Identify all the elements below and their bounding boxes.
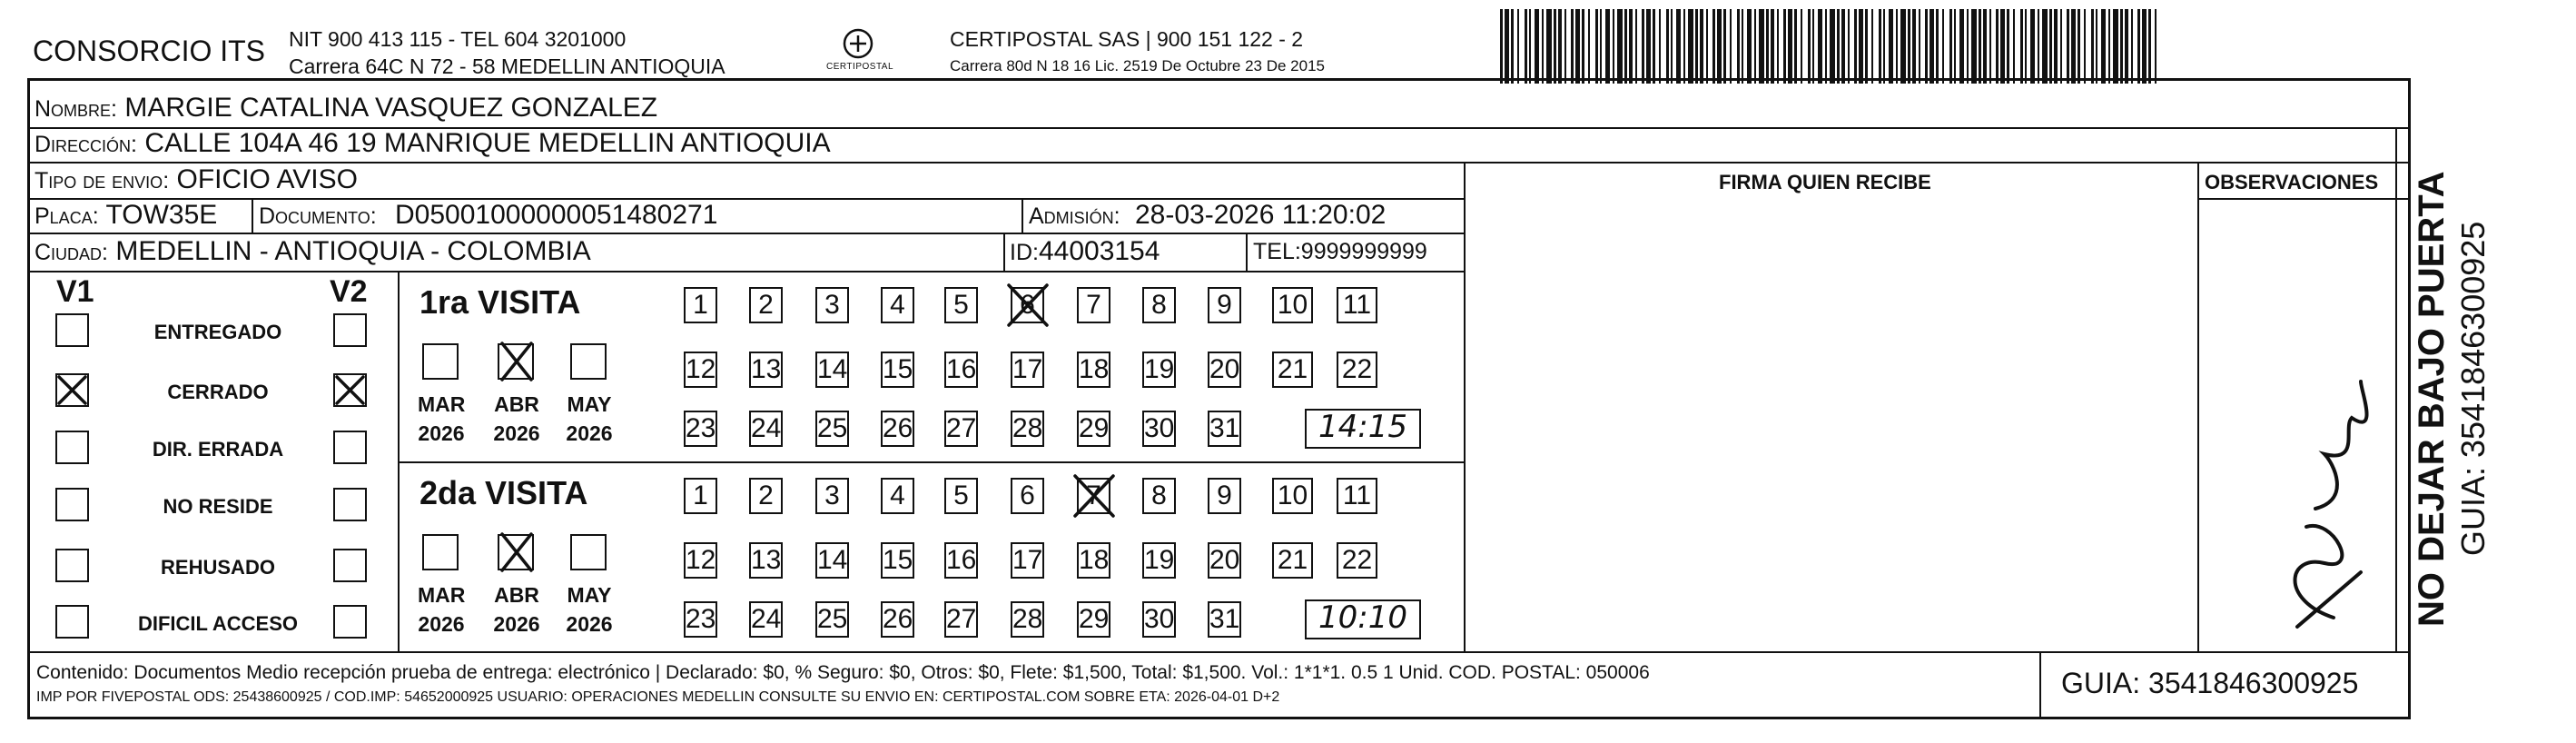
day-box-19[interactable]: 19	[1142, 352, 1176, 388]
day-box-3[interactable]: 3	[815, 287, 849, 323]
day-box-4[interactable]: 4	[881, 287, 914, 323]
barcode-bar	[1889, 9, 1893, 84]
barcode-bar	[1624, 9, 1627, 84]
year-label: 2026	[566, 421, 613, 445]
v1-checkbox-3[interactable]	[55, 488, 89, 521]
tel-row	[1253, 241, 1427, 263]
month-label: MAY	[567, 392, 612, 416]
shipment-type-row	[35, 166, 358, 193]
barcode-bar	[1558, 9, 1562, 84]
barcode-bar	[1613, 9, 1614, 84]
month-label: MAR	[418, 583, 466, 607]
barcode-bar	[1730, 9, 1732, 84]
barcode-bar	[2120, 9, 2123, 84]
v1-checkbox-5[interactable]	[55, 605, 89, 639]
day-box-15[interactable]: 15	[881, 352, 914, 388]
day-box-21[interactable]: 21	[1272, 352, 1313, 388]
barcode-bar	[1676, 9, 1681, 84]
barcode-bar	[1629, 9, 1633, 84]
day-box-2[interactable]: 2	[749, 478, 783, 514]
day-box-27[interactable]: 27	[944, 411, 978, 447]
documento-label: Documento:	[259, 203, 377, 229]
month-checkbox-may[interactable]	[570, 534, 607, 570]
barcode-bar	[1900, 9, 1906, 84]
placa-label: Placa:	[35, 203, 99, 229]
month-check-mark	[500, 532, 533, 572]
month-label: MAR	[418, 392, 466, 416]
barcode-bar	[1766, 9, 1769, 84]
barcode-bar	[1500, 9, 1503, 84]
id-value: 44003154	[1038, 236, 1160, 266]
barcode-bar	[2078, 9, 2080, 84]
day-box-10[interactable]: 10	[1272, 287, 1313, 323]
day-box-17[interactable]: 17	[1011, 542, 1044, 579]
tel-label: TEL:	[1253, 239, 1301, 264]
barcode-bar	[2038, 9, 2039, 84]
barcode-bar	[1967, 9, 1969, 84]
barcode-bar	[2137, 9, 2140, 84]
barcode	[1500, 0, 2163, 91]
day-box-6[interactable]: 6	[1011, 478, 1044, 514]
direccion-label: Dirección:	[35, 132, 138, 157]
barcode-bar	[1525, 9, 1527, 84]
year-label: 2026	[493, 421, 540, 445]
id-label: ID:	[1010, 240, 1039, 265]
barcode-bar	[1942, 9, 1944, 84]
barcode-bar	[1759, 9, 1764, 84]
day-check-mark	[1073, 474, 1115, 518]
day-box-24[interactable]: 24	[749, 411, 783, 447]
barcode-bar	[1542, 9, 1544, 84]
month-checkbox-mar[interactable]	[422, 343, 459, 380]
barcode-bar	[1848, 9, 1850, 84]
barcode-bar	[1535, 9, 1539, 84]
barcode-bar	[1989, 9, 1991, 84]
day-box-28[interactable]: 28	[1011, 601, 1044, 638]
day-box-7[interactable]: 7	[1077, 478, 1110, 514]
barcode-bar	[1666, 9, 1669, 84]
day-box-31[interactable]: 31	[1208, 601, 1241, 638]
day-box-14[interactable]: 14	[815, 542, 849, 579]
barcode-bar	[1808, 9, 1811, 84]
barcode-bar	[1659, 9, 1661, 84]
footer-contents: Contenido: Documentos Medio recepción prueba de entrega: electrónico | Declarado: $0, % Seguro: $0, Otros: $0, Flete: $1,500, Total: $1,500. Vol.: 1*1*1. 0.5 1 Unid. COD. POSTAL: 050006	[36, 662, 1650, 683]
barcode-bar	[1517, 9, 1519, 84]
day-box-18[interactable]: 18	[1077, 352, 1110, 388]
v1-checkbox-0[interactable]	[55, 313, 89, 347]
v2-checkbox-0[interactable]	[333, 313, 367, 347]
barcode-bar	[1854, 9, 1857, 84]
visit-time: 10:10	[1305, 599, 1421, 639]
day-box-13[interactable]: 13	[749, 542, 783, 579]
carrier-address: Carrera 80d N 18 16 Lic. 2519 De Octubre 23 De 2015	[950, 57, 1325, 74]
barcode-bar	[1801, 9, 1802, 84]
barcode-bar	[1908, 9, 1910, 84]
barcode-bar	[1788, 9, 1792, 84]
barcode-bar	[1737, 9, 1740, 84]
barcode-bar	[1723, 9, 1726, 84]
day-box-24[interactable]: 24	[749, 601, 783, 638]
day-box-27[interactable]: 27	[944, 601, 978, 638]
day-box-23[interactable]: 23	[684, 601, 717, 638]
barcode-bar	[1912, 9, 1916, 84]
day-box-20[interactable]: 20	[1208, 352, 1241, 388]
day-box-14[interactable]: 14	[815, 352, 849, 388]
ciudad-value: MEDELLIN - ANTIOQUIA - COLOMBIA	[115, 236, 591, 266]
status-label-5: DIFICIL ACCESO	[137, 612, 298, 635]
barcode-bar	[1529, 9, 1531, 84]
barcode-bar	[1837, 9, 1840, 84]
barcode-bar	[2084, 9, 2086, 84]
barcode-bar	[1865, 9, 1868, 84]
day-box-9[interactable]: 9	[1208, 478, 1241, 514]
day-box-3[interactable]: 3	[815, 478, 849, 514]
barcode-bar	[2096, 9, 2097, 84]
documento-row	[259, 202, 717, 229]
admision-label: Admisión:	[1029, 203, 1120, 229]
barcode-bar	[1754, 9, 1756, 84]
barcode-bar	[1971, 9, 1977, 84]
day-box-19[interactable]: 19	[1142, 542, 1176, 579]
day-box-6[interactable]: 6	[1011, 287, 1044, 323]
day-box-1[interactable]: 1	[684, 287, 717, 323]
v1-checkbox-2[interactable]	[55, 431, 89, 464]
month-label: ABR	[494, 583, 539, 607]
month-checkbox-may[interactable]	[570, 343, 607, 380]
day-box-20[interactable]: 20	[1208, 542, 1241, 579]
barcode-bar	[2049, 9, 2052, 84]
barcode-bar	[1983, 9, 1987, 84]
barcode-bar	[2000, 9, 2005, 84]
barcode-bar	[1818, 9, 1822, 84]
barcode-bar	[1747, 9, 1752, 84]
barcode-bar	[1936, 9, 1939, 84]
barcode-bar	[2042, 9, 2048, 84]
side-warning: NO DEJAR BAJO PUERTA	[2412, 171, 2452, 627]
day-box-28[interactable]: 28	[1011, 411, 1044, 447]
barcode-bar	[2148, 9, 2151, 84]
barcode-bar	[1683, 9, 1685, 84]
company-nit: NIT 900 413 115 - TEL 604 3201000	[289, 27, 627, 51]
barcode-bar	[2067, 9, 2069, 84]
barcode-bar	[1588, 9, 1590, 84]
barcode-bar	[1979, 9, 1981, 84]
barcode-bar	[1825, 9, 1827, 84]
barcode-bar	[2091, 9, 2094, 84]
day-box-10[interactable]: 10	[1272, 478, 1313, 514]
day-box-25[interactable]: 25	[815, 411, 849, 447]
barcode-bar	[2155, 9, 2157, 84]
barcode-bar	[1511, 9, 1514, 84]
barcode-bar	[1575, 9, 1580, 84]
barcode-bar	[1600, 9, 1602, 84]
v2-checkbox-2[interactable]	[333, 431, 367, 464]
barcode-bar	[1635, 9, 1637, 84]
year-label: 2026	[493, 612, 540, 636]
barcode-bar	[1642, 9, 1644, 84]
status-label-2: DIR. ERRADA	[152, 438, 284, 461]
address-row	[35, 130, 831, 157]
barcode-bar	[2113, 9, 2118, 84]
barcode-bar	[1925, 9, 1928, 84]
barcode-bar	[1712, 9, 1715, 84]
barcode-bar	[1883, 9, 1885, 84]
day-box-23[interactable]: 23	[684, 411, 717, 447]
day-box-30[interactable]: 30	[1142, 411, 1176, 447]
nombre-label: Nombre:	[35, 96, 118, 122]
barcode-bar	[2025, 9, 2027, 84]
barcode-bar	[1554, 9, 1556, 84]
barcode-bar	[1859, 9, 1863, 84]
side-guia: GUIA: 3541846300925	[2454, 221, 2492, 556]
barcode-bar	[1996, 9, 1999, 84]
day-box-30[interactable]: 30	[1142, 601, 1176, 638]
status-label-0: ENTREGADO	[153, 321, 282, 343]
month-label: ABR	[494, 392, 539, 416]
v2-check-mark	[335, 375, 365, 405]
barcode-bar	[1954, 9, 1956, 84]
ciudad-label: Ciudad:	[35, 240, 109, 265]
day-box-15[interactable]: 15	[881, 542, 914, 579]
barcode-bar	[1695, 9, 1698, 84]
barcode-bar	[2013, 9, 2015, 84]
admision-row	[1029, 202, 1386, 229]
barcode-bar	[1830, 9, 1835, 84]
day-check-mark	[1007, 283, 1049, 327]
admision-value: 28-03-2026 11:20:02	[1134, 200, 1387, 230]
barcode-bar	[2131, 9, 2133, 84]
company-name: CONSORCIO ITS	[33, 35, 266, 67]
status-label-4: REHUSADO	[161, 556, 275, 579]
day-box-12[interactable]: 12	[684, 352, 717, 388]
v2-label: V2	[330, 274, 368, 309]
firma-label: FIRMA QUIEN RECIBE	[1719, 171, 1931, 193]
barcode-bar	[1896, 9, 1898, 84]
visit-time: 14:15	[1305, 409, 1421, 449]
barcode-bar	[1582, 9, 1584, 84]
day-box-25[interactable]: 25	[815, 601, 849, 638]
day-box-22[interactable]: 22	[1337, 352, 1377, 388]
shipment-type: OFICIO AVISO	[176, 164, 358, 194]
barcode-bar	[2142, 9, 2147, 84]
barcode-bar	[2060, 9, 2062, 84]
barcode-bar	[1930, 9, 1934, 84]
documento-value: D05001000000051480271	[395, 200, 718, 230]
barcode-bar	[2071, 9, 2076, 84]
day-box-7[interactable]: 7	[1077, 287, 1110, 323]
recipient-address: CALLE 104A 46 19 MANRIQUE MEDELLIN ANTIOQUIA	[144, 128, 831, 158]
logo-text: CERTIPOSTAL	[826, 62, 894, 72]
v2-checkbox-5[interactable]	[333, 605, 367, 639]
v1-checkbox-4[interactable]	[55, 549, 89, 582]
day-box-11[interactable]: 11	[1337, 287, 1377, 323]
barcode-bar	[1700, 9, 1703, 84]
day-box-8[interactable]: 8	[1142, 478, 1176, 514]
day-box-26[interactable]: 26	[881, 601, 914, 638]
barcode-bar	[1871, 9, 1873, 84]
barcode-bar	[1706, 9, 1708, 84]
barcode-bar	[1794, 9, 1797, 84]
tipo-label: Tipo de envio:	[35, 168, 170, 193]
barcode-bar	[1959, 9, 1964, 84]
barcode-bar	[2108, 9, 2110, 84]
year-label: 2026	[566, 612, 613, 636]
barcode-bar	[1605, 9, 1610, 84]
barcode-bar	[1571, 9, 1574, 84]
day-box-2[interactable]: 2	[749, 287, 783, 323]
placa-row	[35, 202, 217, 229]
day-box-22[interactable]: 22	[1337, 542, 1377, 579]
placa-value: TOW35E	[105, 200, 218, 230]
barcode-bar	[1564, 9, 1566, 84]
v1-check-mark	[57, 375, 87, 405]
carrier-name: CERTIPOSTAL SAS | 900 151 122 - 2	[950, 27, 1304, 51]
barcode-bar	[1879, 9, 1881, 84]
recipient-name-row	[35, 94, 657, 122]
barcode-bar	[1546, 9, 1552, 84]
year-label: 2026	[418, 421, 465, 445]
day-box-11[interactable]: 11	[1337, 478, 1377, 514]
day-box-16[interactable]: 16	[944, 542, 978, 579]
barcode-bar	[1777, 9, 1779, 84]
day-box-17[interactable]: 17	[1011, 352, 1044, 388]
barcode-bar	[1653, 9, 1655, 84]
barcode-bar	[1812, 9, 1814, 84]
day-box-12[interactable]: 12	[684, 542, 717, 579]
day-box-5[interactable]: 5	[944, 287, 978, 323]
ciudad-row	[35, 238, 591, 265]
day-box-1[interactable]: 1	[684, 478, 717, 514]
barcode-bar	[1717, 9, 1722, 84]
barcode-bar	[1688, 9, 1693, 84]
day-box-18[interactable]: 18	[1077, 542, 1110, 579]
barcode-bar	[1505, 9, 1509, 84]
barcode-bar	[2101, 9, 2106, 84]
barcode-bar	[1919, 9, 1920, 84]
tel-value: 9999999999	[1300, 239, 1427, 264]
footer-print-info: IMP POR FIVEPOSTAL ODS: 25438600925 / COD.IMP: 54652000925 USUARIO: OPERACIONES MEDELLIN CONSULTE SU ENVIO EN: CERTIPOSTAL.COM SOBRE ETA: 2026-04-01 D+2	[36, 689, 1280, 705]
barcode-bar	[1617, 9, 1623, 84]
barcode-bar	[2020, 9, 2023, 84]
v1-label: V1	[56, 274, 94, 309]
day-box-21[interactable]: 21	[1272, 542, 1313, 579]
status-label-1: CERRADO	[167, 381, 269, 403]
day-box-4[interactable]: 4	[881, 478, 914, 514]
barcode-bar	[1841, 9, 1845, 84]
barcode-bar	[2007, 9, 2009, 84]
v2-checkbox-4[interactable]	[333, 549, 367, 582]
day-box-5[interactable]: 5	[944, 478, 978, 514]
observaciones-label: OBSERVACIONES	[2205, 171, 2379, 193]
day-box-8[interactable]: 8	[1142, 287, 1176, 323]
barcode-bar	[1646, 9, 1651, 84]
handwritten-signature	[2225, 354, 2406, 645]
barcode-bar	[2054, 9, 2058, 84]
day-box-26[interactable]: 26	[881, 411, 914, 447]
month-checkbox-mar[interactable]	[422, 534, 459, 570]
month-check-mark	[500, 342, 533, 381]
certipostal-logo	[808, 27, 908, 78]
barcode-bar	[1949, 9, 1952, 84]
day-box-16[interactable]: 16	[944, 352, 978, 388]
barcode-bar	[2030, 9, 2035, 84]
barcode-bar	[2125, 9, 2128, 84]
barcode-bar	[1771, 9, 1774, 84]
recipient-name: MARGIE CATALINA VASQUEZ GONZALEZ	[124, 93, 658, 123]
barcode-bar	[1742, 9, 1743, 84]
year-label: 2026	[418, 612, 465, 636]
status-label-3: NO RESIDE	[163, 495, 273, 518]
id-row	[1010, 238, 1160, 265]
barcode-bar	[1783, 9, 1786, 84]
company-address: Carrera 64C N 72 - 58 MEDELLIN ANTIOQUIA	[289, 54, 725, 78]
day-box-29[interactable]: 29	[1077, 601, 1110, 638]
footer-guia: GUIA: 3541846300925	[2061, 667, 2359, 699]
day-box-13[interactable]: 13	[749, 352, 783, 388]
month-label: MAY	[567, 583, 612, 607]
barcode-bar	[1671, 9, 1673, 84]
visit-title-0: 1ra VISITA	[419, 283, 581, 321]
v2-checkbox-3[interactable]	[333, 488, 367, 521]
day-box-29[interactable]: 29	[1077, 411, 1110, 447]
day-box-9[interactable]: 9	[1208, 287, 1241, 323]
day-box-31[interactable]: 31	[1208, 411, 1241, 447]
barcode-bar	[1595, 9, 1598, 84]
visit-title-1: 2da VISITA	[419, 474, 588, 511]
